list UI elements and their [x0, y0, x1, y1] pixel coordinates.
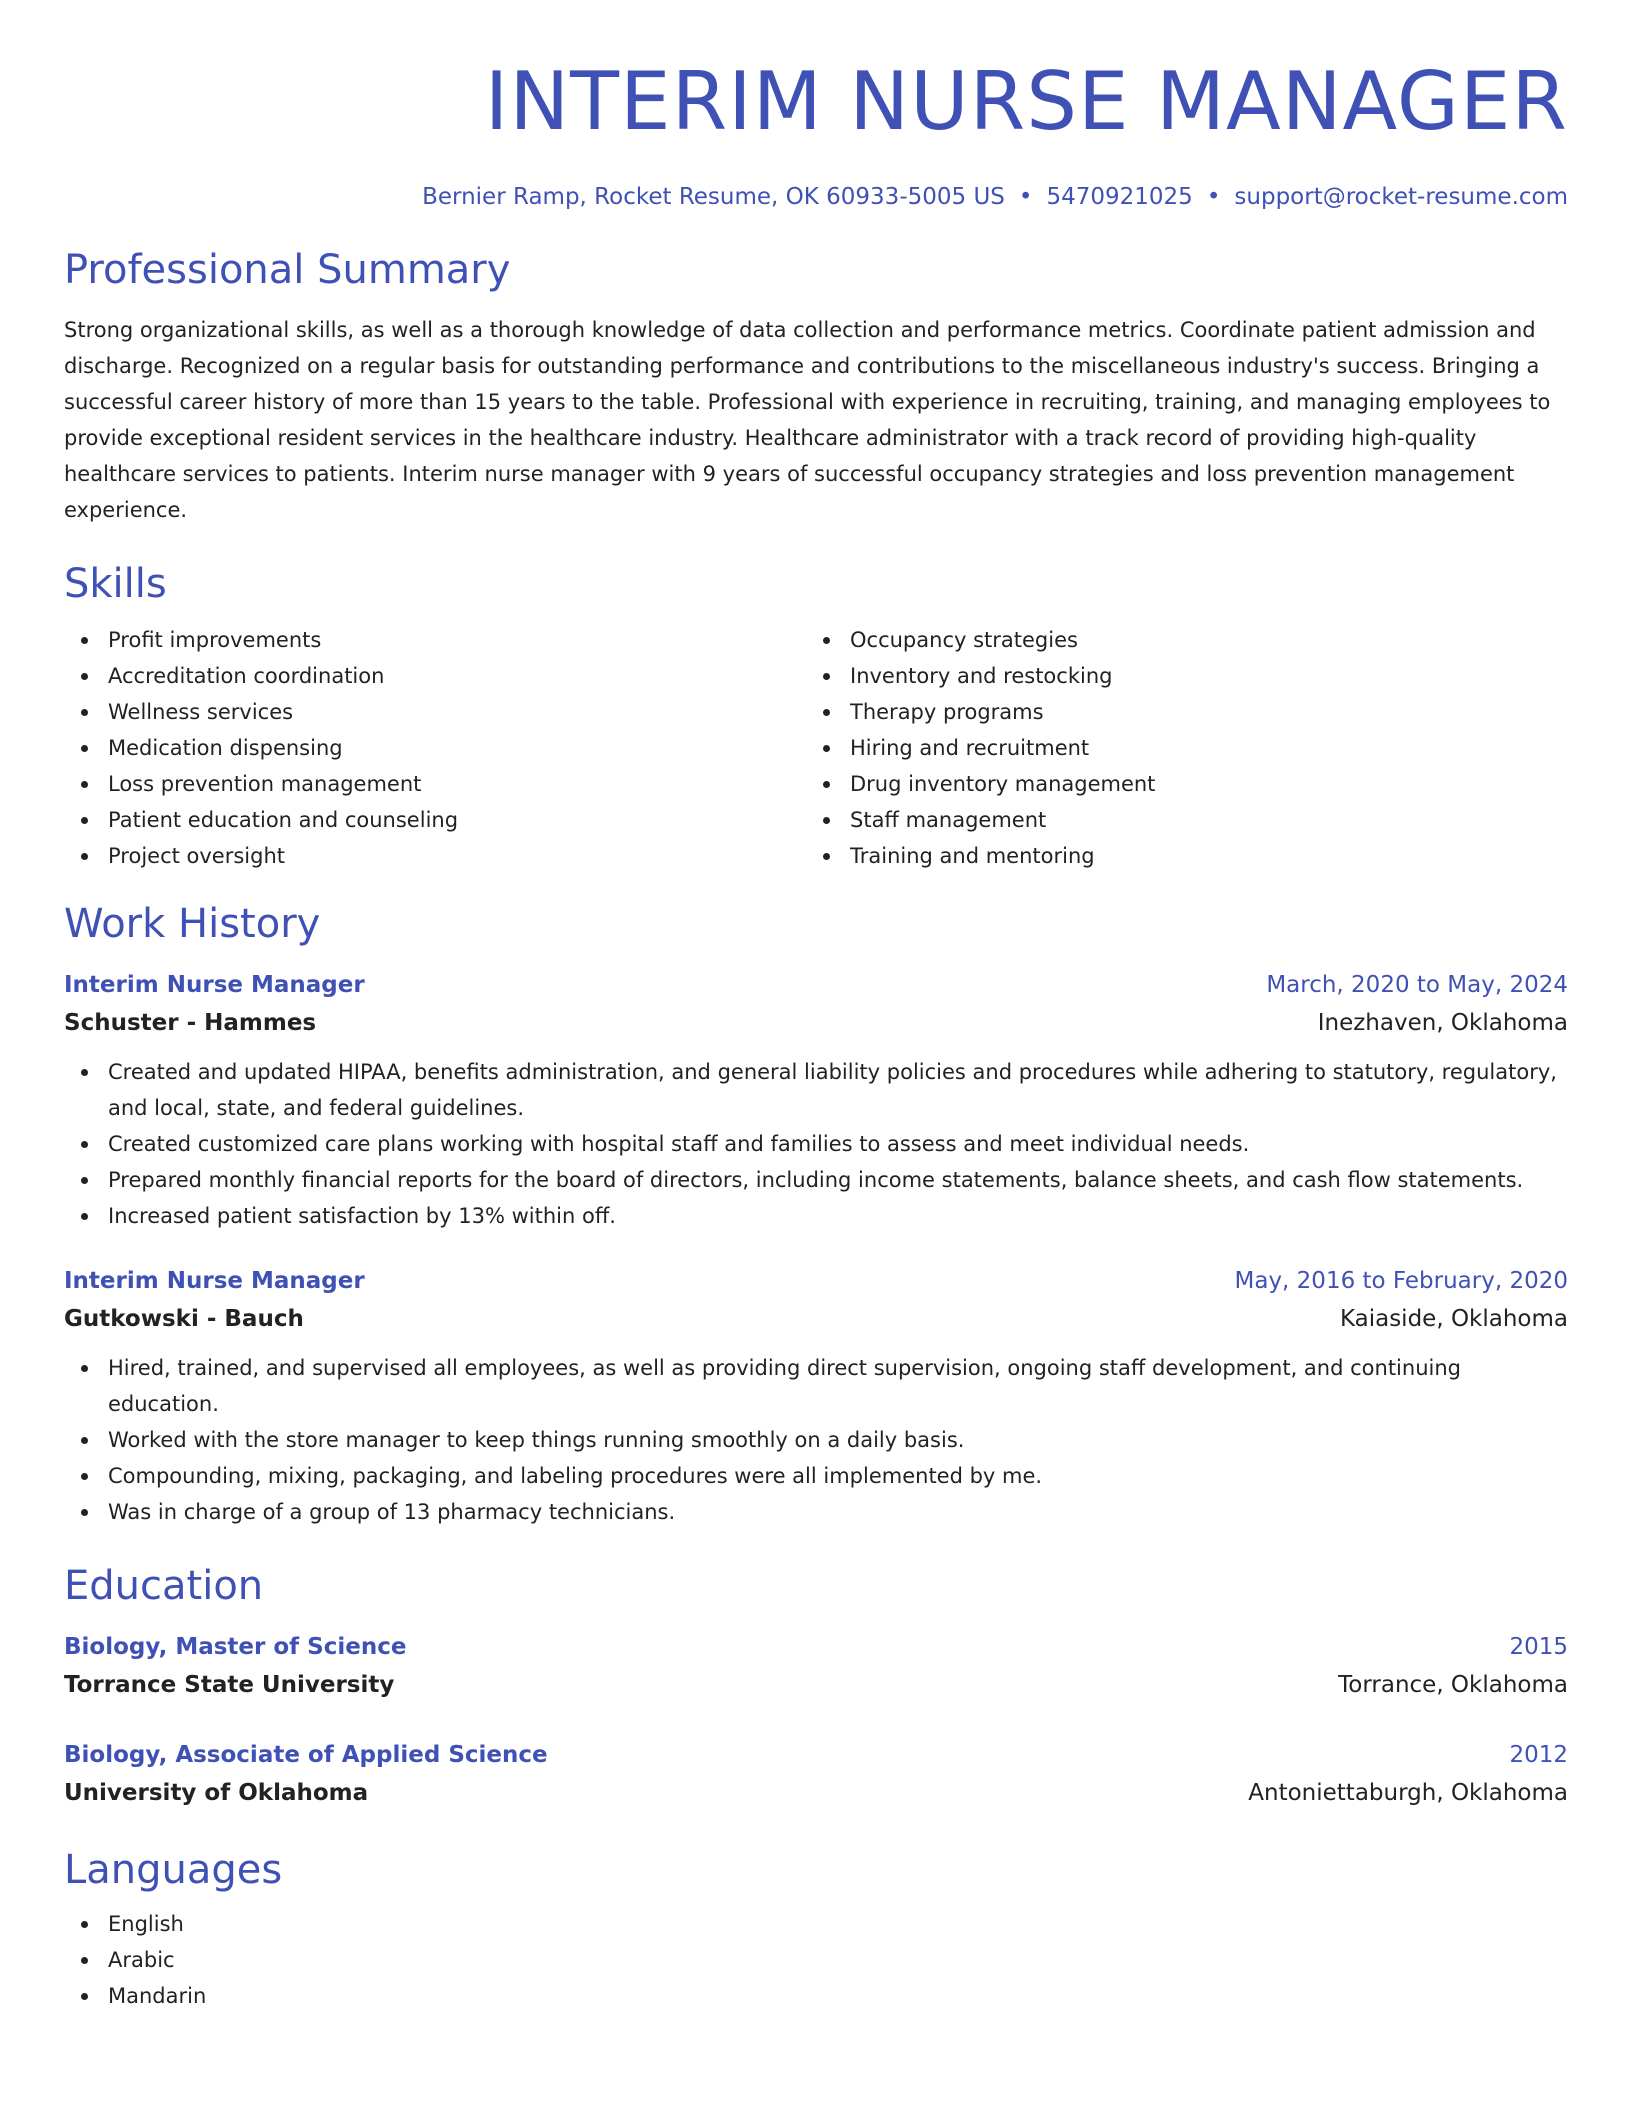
skill-item: Wellness services	[64, 694, 806, 730]
education-degree: Biology, Associate of Applied Science	[64, 1742, 548, 1768]
job-dates: March, 2020 to May, 2024	[1266, 972, 1568, 998]
skill-item: Training and mentoring	[806, 838, 1548, 874]
skill-item: Accreditation coordination	[64, 658, 806, 694]
skill-item: Patient education and counseling	[64, 802, 806, 838]
job-company: Gutkowski - Bauch	[64, 1306, 304, 1332]
language-item: Arabic	[64, 1942, 1568, 1978]
skill-item: Staff management	[806, 802, 1548, 838]
job-entry	[64, 966, 1568, 1234]
job-bullets	[64, 1054, 1568, 1234]
languages-heading: Languages	[64, 1847, 283, 1893]
contact-separator: •	[1206, 184, 1221, 210]
education-school: Torrance State University	[64, 1672, 395, 1698]
job-bullet: Hired, trained, and supervised all employees, as well as providing direct supervision, ongoing staff development, and continuing education.	[64, 1350, 1568, 1422]
job-bullet: Compounding, mixing, packaging, and labeling procedures were all implemented by me.	[64, 1458, 1568, 1494]
job-location: Inezhaven, Oklahoma	[1317, 1010, 1568, 1036]
resume-page	[64, 0, 1568, 2014]
skills-columns	[64, 622, 1568, 874]
skill-item: Therapy programs	[806, 694, 1548, 730]
summary-text: Strong organizational skills, as well as a thorough knowledge of data collection and performance metrics. Coordinate patient admission and discharge. Recognized on a regular basis for outstanding performance and contributions to the miscellaneous industry's success. Bringing a successful career history of more than 15 years to the table. Professional with experience in recruiting, training, and managing employees to provide exceptional resident services in the healthcare industry. Healthcare administrator with a track record of providing high-quality healthcare services to patients. Interim nurse manager with 9 years of successful occupancy strategies and loss prevention management experience.	[64, 318, 1551, 522]
skills-heading: Skills	[64, 561, 167, 607]
skill-item: Loss prevention management	[64, 766, 806, 802]
skill-item: Project oversight	[64, 838, 806, 874]
skill-item: Occupancy strategies	[806, 622, 1548, 658]
skill-item: Drug inventory management	[806, 766, 1548, 802]
contact-address: Bernier Ramp, Rocket Resume, OK 60933-5005 US	[422, 184, 1005, 210]
job-entry	[64, 1262, 1568, 1530]
job-header	[64, 966, 1568, 1004]
skill-item: Medication dispensing	[64, 730, 806, 766]
job-bullet: Increased patient satisfaction by 13% within off.	[64, 1198, 1568, 1234]
job-bullet: Prepared monthly financial reports for the board of directors, including income statements, balance sheets, and cash flow statements.	[64, 1162, 1568, 1198]
job-bullet: Worked with the store manager to keep things running smoothly on a daily basis.	[64, 1422, 1568, 1458]
job-role: Interim Nurse Manager	[64, 972, 365, 998]
job-subheader	[64, 1004, 1568, 1042]
skills-list-right	[806, 622, 1548, 874]
contact-email: support@rocket-resume.com	[1234, 184, 1568, 210]
job-bullet: Created and updated HIPAA, benefits administration, and general liability policies and procedures while adhering to statutory, regulatory, and local, state, and federal guidelines.	[64, 1054, 1568, 1126]
job-company: Schuster - Hammes	[64, 1010, 317, 1036]
resume-name-title: INTERIM NURSE MANAGER	[484, 55, 1568, 148]
language-item: English	[64, 1906, 1568, 1942]
education-location: Torrance, Oklahoma	[1338, 1672, 1568, 1698]
job-location: Kaiaside, Oklahoma	[1339, 1306, 1568, 1332]
education-header	[64, 1736, 1568, 1774]
job-header	[64, 1262, 1568, 1300]
language-item: Mandarin	[64, 1978, 1568, 2014]
skill-item: Profit improvements	[64, 622, 806, 658]
contact-separator: •	[1018, 184, 1033, 210]
education-location: Antoniettaburgh, Oklahoma	[1248, 1780, 1568, 1806]
job-bullet: Created customized care plans working with hospital staff and families to assess and meet individual needs.	[64, 1126, 1568, 1162]
education-entry	[64, 1628, 1568, 1704]
skills-list-left	[64, 622, 806, 874]
contact-phone: 5470921025	[1046, 184, 1193, 210]
contact-line	[64, 182, 1568, 212]
summary-heading: Professional Summary	[64, 247, 511, 293]
job-role: Interim Nurse Manager	[64, 1268, 365, 1294]
education-header	[64, 1628, 1568, 1666]
job-dates: May, 2016 to February, 2020	[1234, 1268, 1568, 1294]
education-year: 2012	[1509, 1742, 1568, 1768]
education-school: University of Oklahoma	[64, 1780, 369, 1806]
education-entry	[64, 1736, 1568, 1812]
skill-item: Hiring and recruitment	[806, 730, 1548, 766]
job-bullets	[64, 1350, 1568, 1530]
education-subheader	[64, 1666, 1568, 1704]
skill-item: Inventory and restocking	[806, 658, 1548, 694]
education-degree: Biology, Master of Science	[64, 1634, 407, 1660]
education-heading: Education	[64, 1563, 264, 1609]
education-year: 2015	[1509, 1634, 1568, 1660]
languages-list	[64, 1906, 1568, 2014]
work-history-heading: Work History	[64, 901, 321, 947]
job-subheader	[64, 1300, 1568, 1338]
education-subheader	[64, 1774, 1568, 1812]
job-bullet: Was in charge of a group of 13 pharmacy technicians.	[64, 1494, 1568, 1530]
